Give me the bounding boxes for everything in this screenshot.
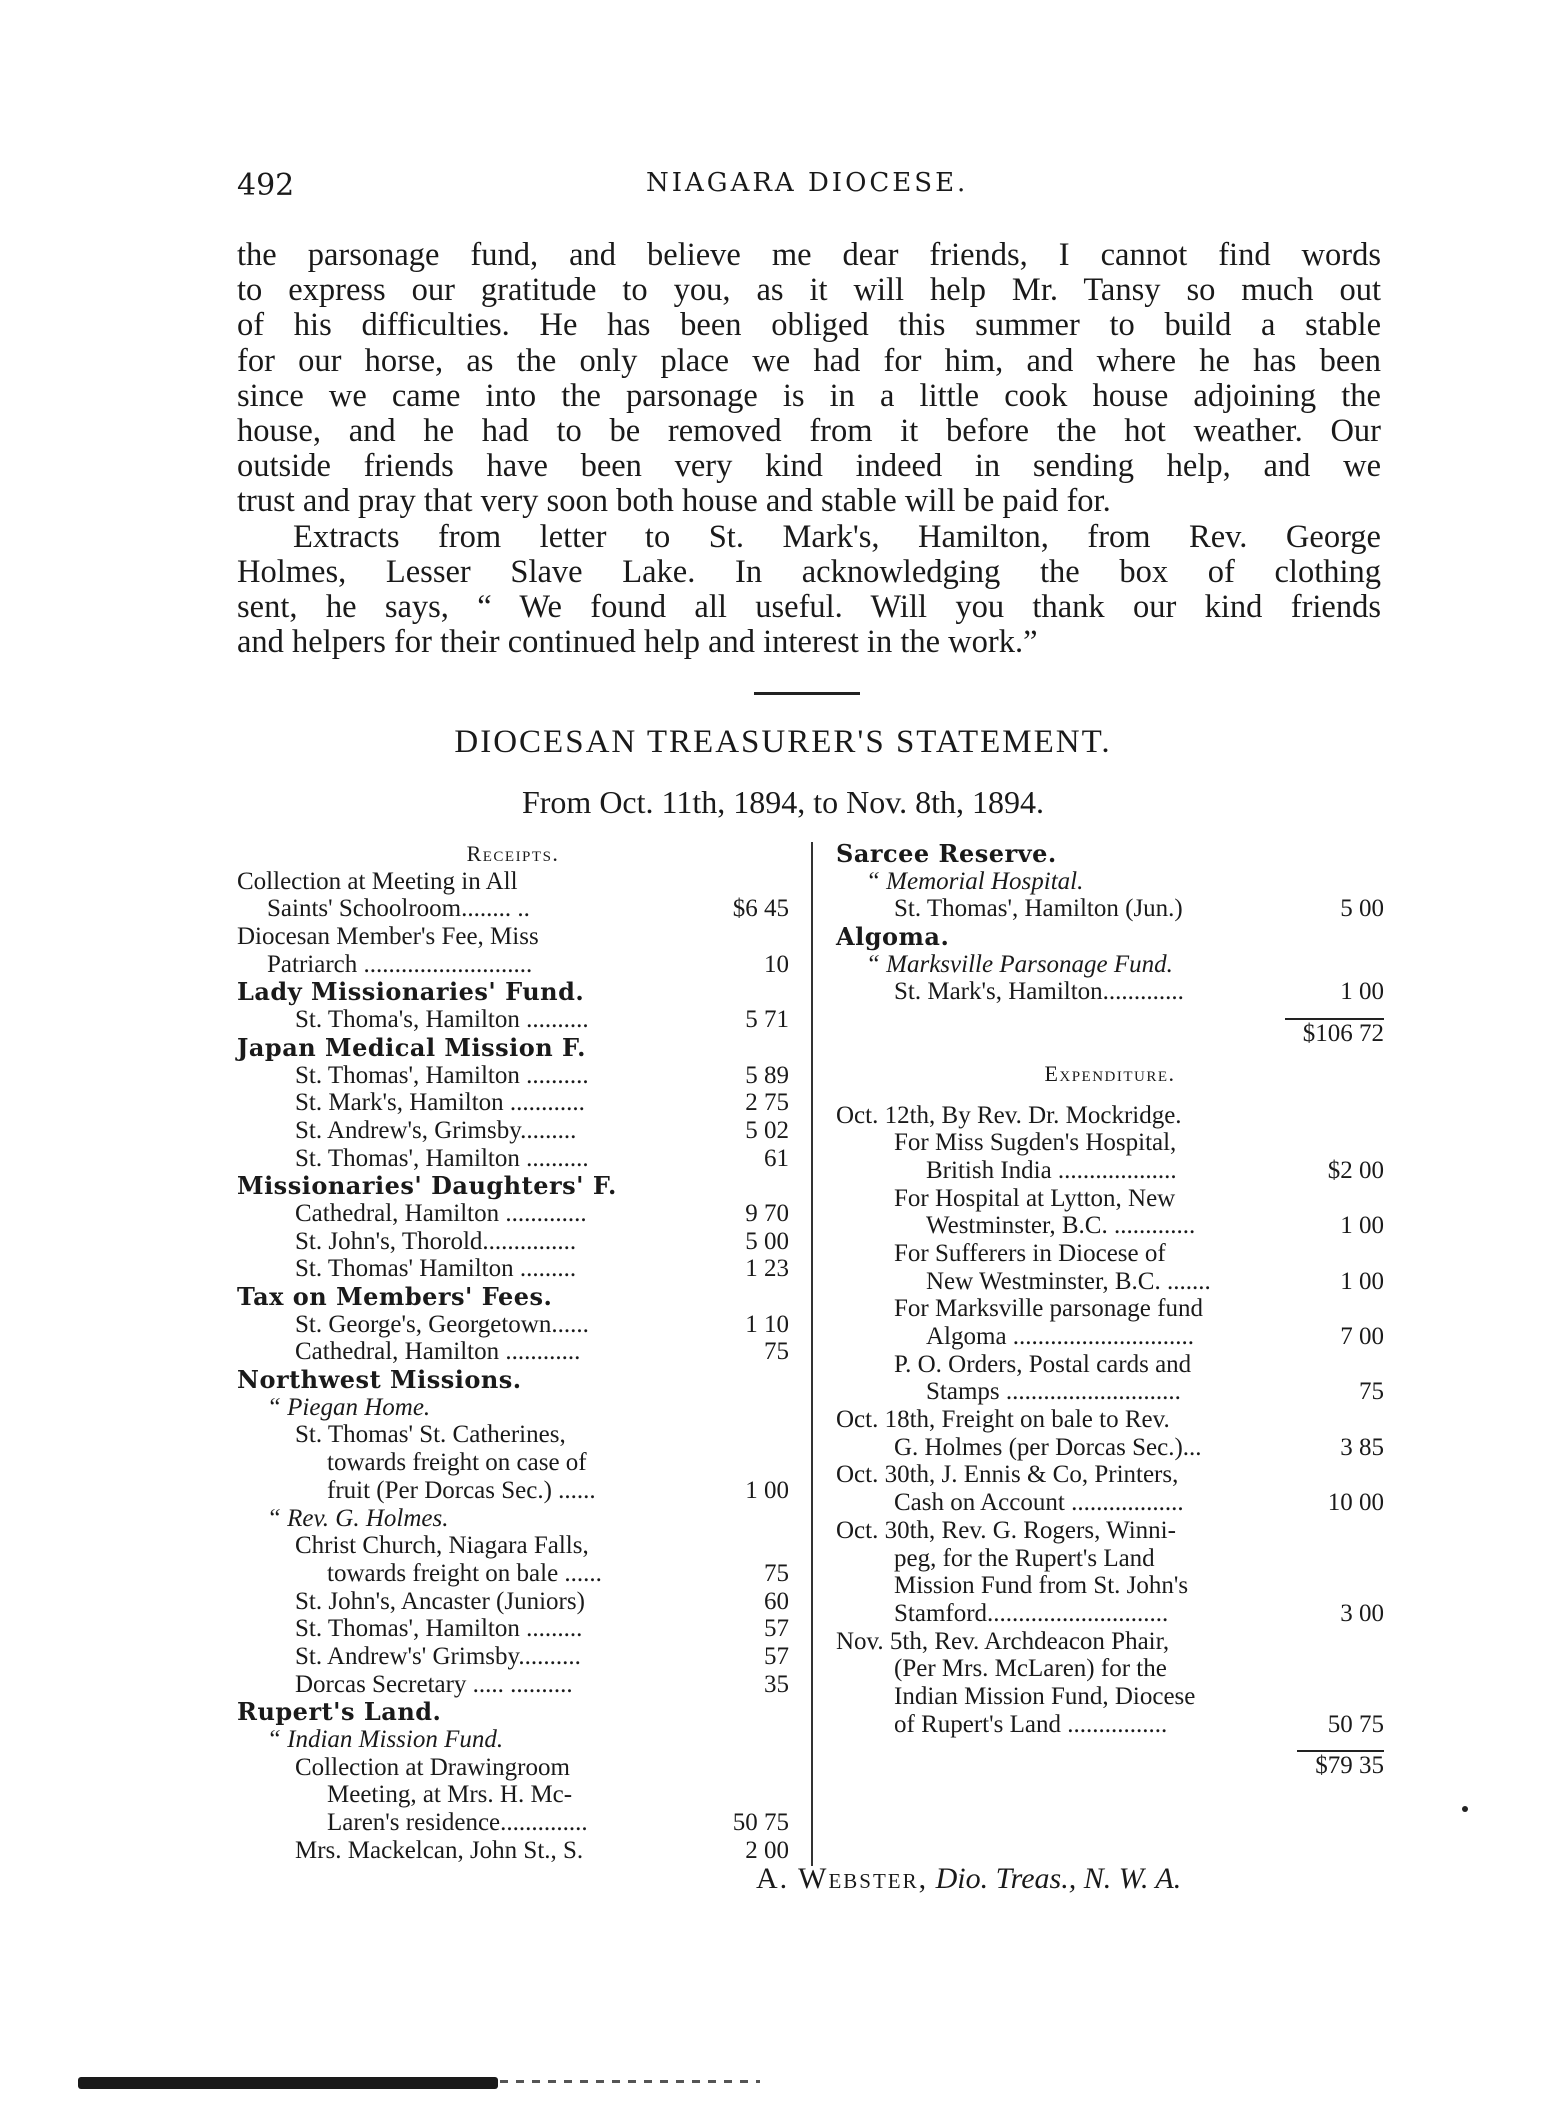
ledger-entry-text: St. Thomas', Hamilton .......... <box>295 1144 589 1172</box>
ledger-row <box>237 1338 789 1366</box>
ledger-entry-text: Stamps ............................ <box>926 1378 1181 1406</box>
ledger-entry-text: Mrs. Mackelcan, John St., S. <box>295 1836 584 1864</box>
ledger-amount: 9 70 <box>745 1199 789 1227</box>
ledger-amount: 75 <box>764 1559 789 1587</box>
ledger-row <box>836 1600 1384 1628</box>
ledger-entry-text: St. John's, Thorold............... <box>295 1227 577 1255</box>
ledger-amount: 10 <box>764 950 789 978</box>
ledger-amount: $79 35 <box>1297 1750 1384 1780</box>
ledger-entry-text: Diocesan Member's Fee, Miss <box>237 923 539 951</box>
ledger-row <box>836 1157 1384 1185</box>
ledger-entry-text: Indian Mission Fund, Diocese <box>894 1682 1196 1710</box>
ledger-row <box>836 895 1384 923</box>
ledger-row <box>836 1711 1384 1739</box>
ledger-amount: 1 23 <box>745 1255 789 1283</box>
ledger-row <box>836 1088 1384 1102</box>
ledger-amount: 57 <box>764 1642 789 1670</box>
body-line: trust and pray that very soon both house and stable will be paid for. <box>237 483 1111 520</box>
treasurer-signature <box>756 1862 1181 1896</box>
ledger-row <box>237 895 789 923</box>
statement-title: DIOCESAN TREASURER'S STATEMENT. <box>454 724 1112 760</box>
body-line: since we came into the parsonage is in a little cook house adjoining the <box>237 377 1381 414</box>
ledger-entry-text: St. Thomas', Hamilton .......... <box>295 1061 589 1089</box>
body-line: the parsonage fund, and believe me dear friends, I cannot find words <box>237 237 1381 273</box>
ledger-row <box>836 1102 1384 1130</box>
receipts-column <box>237 840 789 1864</box>
ledger-amount: 10 00 <box>1327 1489 1384 1517</box>
ledger-entry-text: (Per Mrs. McLaren) for the <box>894 1655 1167 1683</box>
fund-heading-row <box>836 923 1384 951</box>
body-line: sent, he says, “ We found all useful. Will you thank our kind friends <box>237 589 1381 626</box>
ledger-amount: 1 00 <box>1340 978 1384 1006</box>
fund-heading-row <box>237 1366 789 1394</box>
ledger-row <box>237 1200 789 1228</box>
ledger-entry-text: P. O. Orders, Postal cards and <box>894 1350 1192 1378</box>
scan-speck <box>1462 1806 1468 1812</box>
body-line: of his difficulties. He has been obliged this summer to build a stable <box>237 307 1381 344</box>
ledger-entry-text: For Sufferers in Diocese of <box>894 1239 1166 1267</box>
ledger-entry-text: Meeting, at Mrs. H. Mc- <box>327 1781 573 1809</box>
ledger-entry-text: For Marksville parsonage fund <box>894 1295 1203 1323</box>
ledger-row <box>836 1628 1384 1656</box>
ledger-entry-text: towards freight on case of <box>327 1449 587 1477</box>
total-row <box>836 1750 1384 1778</box>
ledger-row <box>237 1394 789 1422</box>
running-head: NIAGARA DIOCESE. <box>646 168 969 198</box>
ledger-row <box>836 1572 1384 1600</box>
ledger-row <box>237 1671 789 1699</box>
ledger-entry-text: towards freight on bale ...... <box>327 1559 602 1587</box>
signature-title: Dio. Treas., N. W. A. <box>935 1862 1182 1895</box>
ledger-entry-text: Northwest Missions. <box>237 1365 522 1395</box>
ledger-entry-text: Japan Medical Mission F. <box>237 1032 587 1062</box>
ledger-row <box>836 1185 1384 1213</box>
ledger-row <box>836 1268 1384 1296</box>
ledger-row <box>237 1449 789 1477</box>
body-line: outside friends have been very kind indeed in sending help, and we <box>237 448 1381 485</box>
ledger-amount: 1 10 <box>745 1310 789 1338</box>
ledger-entry-text: “ Marksville Parsonage Fund. <box>866 950 1173 978</box>
ledger-row <box>836 1406 1384 1434</box>
ledger-entry-text: fruit (Per Dorcas Sec.) ...... <box>327 1476 596 1504</box>
ledger-row <box>836 951 1384 979</box>
ledger-amount: 5 02 <box>745 1116 789 1144</box>
ledger-row <box>237 1726 789 1754</box>
ledger-amount: 5 89 <box>745 1061 789 1089</box>
ledger-row <box>237 1421 789 1449</box>
ledger-row <box>836 1323 1384 1351</box>
ledger-entry-text: Oct. 30th, Rev. G. Rogers, Winni- <box>836 1516 1176 1544</box>
ledger-entry-text: Lady Missionaries' Fund. <box>237 977 585 1007</box>
ledger-amount: $2 00 <box>1327 1156 1384 1184</box>
ledger-entry-text: St. Thomas' St. Catherines, <box>295 1421 566 1449</box>
ledger-amount: 2 00 <box>745 1836 789 1864</box>
body-line: and helpers for their continued help and interest in the work.” <box>237 624 1038 661</box>
ledger-entry-text: British India ................... <box>926 1156 1177 1184</box>
ledger-entry-text: St. John's, Ancaster (Juniors) <box>295 1587 585 1615</box>
ledger-amount: 50 75 <box>732 1809 789 1837</box>
ledger-entry-text: St. Mark's, Hamilton ............ <box>295 1089 585 1117</box>
ledger-amount: 7 00 <box>1340 1323 1384 1350</box>
ledger-entry-text: of Rupert's Land ................ <box>894 1710 1168 1738</box>
ledger-entry-text: St. George's, Georgetown...... <box>295 1310 589 1338</box>
ledger-row <box>836 1655 1384 1683</box>
ledger-row <box>237 1255 789 1283</box>
ledger-amount: 75 <box>1359 1378 1384 1406</box>
ledger-row <box>237 1754 789 1782</box>
total-row <box>836 1018 1384 1046</box>
ledger-entry-text: St. Mark's, Hamilton............. <box>894 978 1184 1006</box>
ledger-row <box>237 1643 789 1671</box>
ledger-amount: 5 00 <box>1340 895 1384 923</box>
ledger-row <box>237 1837 789 1865</box>
ledger-row <box>836 1545 1384 1573</box>
ledger-entry-text: Receipts. <box>466 841 560 866</box>
ledger-entry-text: Missionaries' Daughters' F. <box>237 1171 617 1201</box>
ledger-row <box>836 1517 1384 1545</box>
body-line: to express our gratitude to you, as it will help Mr. Tansy so much out <box>237 272 1381 309</box>
ledger-row <box>237 923 789 951</box>
ledger-row <box>836 1046 1384 1060</box>
fund-heading-row <box>237 1034 789 1062</box>
ledger-amount: 61 <box>764 1144 789 1172</box>
ledger-entry-text: St. Thoma's, Hamilton .......... <box>295 1006 589 1034</box>
ledger-entry-text: Oct. 18th, Freight on bale to Rev. <box>836 1406 1170 1434</box>
ledger-amount: 3 00 <box>1340 1599 1384 1627</box>
ledger-amount: 35 <box>764 1670 789 1698</box>
ledger-entry-text: “ Memorial Hospital. <box>866 867 1084 895</box>
receipts-expenditure-column <box>836 840 1384 1778</box>
fund-heading-row <box>237 978 789 1006</box>
ledger-amount: 50 75 <box>1327 1710 1384 1738</box>
ledger-amount: 1 00 <box>1340 1212 1384 1240</box>
ledger-row <box>237 1117 789 1145</box>
ledger-entry-text: Nov. 5th, Rev. Archdeacon Phair, <box>836 1627 1170 1655</box>
ledger-row <box>836 1129 1384 1157</box>
ledger-entry-text: Collection at Meeting in All <box>237 867 518 895</box>
ledger-entry-text: Collection at Drawingroom <box>295 1753 570 1781</box>
ledger-row <box>237 951 789 979</box>
body-paragraph <box>237 238 1381 660</box>
ledger-amount: 1 00 <box>1340 1267 1384 1295</box>
ledger-entry-text: Sarcee Reserve. <box>836 839 1057 868</box>
ledger-entry-text: Christ Church, Niagara Falls, <box>295 1532 589 1560</box>
scan-edge-mark <box>78 2077 498 2089</box>
ledger-entry-text: Stamford............................. <box>894 1599 1169 1627</box>
ledger-row <box>836 1240 1384 1268</box>
signature-name: A. Webster, <box>756 1862 929 1895</box>
ledger-entry-text: For Hospital at Lytton, New <box>894 1184 1176 1212</box>
body-line: for our horse, as the only place we had for him, and where he has been <box>237 342 1381 379</box>
ledger-row <box>237 1477 789 1505</box>
ledger-entry-text: St. Andrew's, Grimsby......... <box>295 1116 577 1144</box>
ledger-entry-text: Dorcas Secretary ..... .......... <box>295 1670 573 1698</box>
ledger-row <box>836 1683 1384 1711</box>
ledger-amount: $106 72 <box>1285 1018 1384 1048</box>
body-line: Holmes, Lesser Slave Lake. In acknowledging the box of clothing <box>237 553 1381 590</box>
ledger-row <box>237 1809 789 1837</box>
ledger-amount: $6 45 <box>732 895 789 923</box>
ledger-row <box>237 1532 789 1560</box>
ledger-entry-text: St. Thomas', Hamilton ......... <box>295 1615 583 1643</box>
ledger-row <box>836 868 1384 896</box>
ledger-row <box>836 1434 1384 1462</box>
ledger-entry-text: G. Holmes (per Dorcas Sec.)... <box>894 1433 1202 1461</box>
body-line: Extracts from letter to St. Mark's, Hamilton, from Rev. George <box>293 518 1381 555</box>
page-number: 492 <box>237 168 295 203</box>
ledger-entry-text: Algoma ............................. <box>926 1323 1195 1350</box>
scan-edge-dash <box>500 2080 760 2083</box>
ledger-amount: 3 85 <box>1340 1433 1384 1461</box>
ledger-entry-text: For Miss Sugden's Hospital, <box>894 1129 1177 1157</box>
ledger-amount: 2 75 <box>745 1089 789 1117</box>
ledger-amount: 5 71 <box>745 1006 789 1034</box>
ledger-row <box>237 1781 789 1809</box>
ledger-row <box>237 840 789 868</box>
column-divider <box>811 842 813 1866</box>
ledger-entry-text: Saints' Schoolroom........ .. <box>267 895 530 923</box>
ledger-row <box>237 1145 789 1173</box>
ledger-entry-text: Westminster, B.C. ............. <box>926 1212 1196 1240</box>
ledger-entry-text: Mission Fund from St. John's <box>894 1572 1189 1600</box>
ledger-amount: 75 <box>764 1338 789 1366</box>
ledger-entry-text: Cash on Account .................. <box>894 1489 1184 1517</box>
ledger-amount: 5 00 <box>745 1227 789 1255</box>
ledger-entry-text: “ Rev. G. Holmes. <box>267 1504 449 1532</box>
section-divider-rule <box>754 692 860 695</box>
ledger-row <box>836 1212 1384 1240</box>
ledger-row <box>836 1060 1384 1088</box>
ledger-entry-text: Laren's residence.............. <box>327 1809 588 1837</box>
ledger-row <box>237 1006 789 1034</box>
ledger-entry-text: Algoma. <box>836 922 950 952</box>
ledger-row <box>836 1295 1384 1323</box>
ledger-row <box>237 1560 789 1588</box>
ledger-row <box>836 1378 1384 1406</box>
ledger-entry-text: “ Indian Mission Fund. <box>267 1726 504 1753</box>
ledger-entry-text: Patriarch ........................... <box>267 950 533 978</box>
ledger-amount: 57 <box>764 1615 789 1643</box>
ledger-entry-text: Cathedral, Hamilton ............ <box>295 1338 581 1366</box>
ledger-row <box>836 1461 1384 1489</box>
ledger-entry-text: Cathedral, Hamilton ............. <box>295 1199 587 1227</box>
ledger-entry-text: St. Thomas' Hamilton ......... <box>295 1255 577 1283</box>
ledger-entry-text: St. Andrew's' Grimsby.......... <box>295 1642 581 1670</box>
ledger-entry-text: Oct. 30th, J. Ennis & Co, Printers, <box>836 1461 1179 1489</box>
ledger-entry-text: Tax on Members' Fees. <box>237 1282 553 1311</box>
ledger-row <box>836 978 1384 1006</box>
ledger-entry-text: New Westminster, B.C. ....... <box>926 1267 1211 1295</box>
ledger-row <box>237 1615 789 1643</box>
ledger-row <box>237 1228 789 1256</box>
ledger-entry-text: peg, for the Rupert's Land <box>894 1544 1155 1572</box>
fund-heading-row <box>237 1283 789 1311</box>
ledger-amount: 60 <box>764 1587 789 1615</box>
statement-period: From Oct. 11th, 1894, to Nov. 8th, 1894. <box>521 784 1045 820</box>
ledger-row <box>237 1505 789 1533</box>
ledger-row <box>836 1489 1384 1517</box>
ledger-row <box>237 868 789 896</box>
fund-heading-row <box>237 1698 789 1726</box>
ledger-entry-text: St. Thomas', Hamilton (Jun.) <box>894 895 1183 923</box>
ledger-row <box>237 1588 789 1616</box>
ledger-row <box>836 1351 1384 1379</box>
fund-heading-row <box>836 840 1384 868</box>
ledger-amount: 1 00 <box>745 1476 789 1504</box>
ledger-entry-text: Oct. 12th, By Rev. Dr. Mockridge. <box>836 1101 1182 1129</box>
body-line: house, and he had to be removed from it before the hot weather. Our <box>237 413 1381 450</box>
ledger-entry-text: Rupert's Land. <box>237 1697 442 1727</box>
ledger-row <box>237 1089 789 1117</box>
ledger-row <box>237 1311 789 1339</box>
fund-heading-row <box>237 1172 789 1200</box>
ledger-entry-text: Expenditure. <box>1044 1060 1176 1086</box>
ledger-entry-text: “ Piegan Home. <box>267 1393 431 1421</box>
ledger-row <box>237 1062 789 1090</box>
